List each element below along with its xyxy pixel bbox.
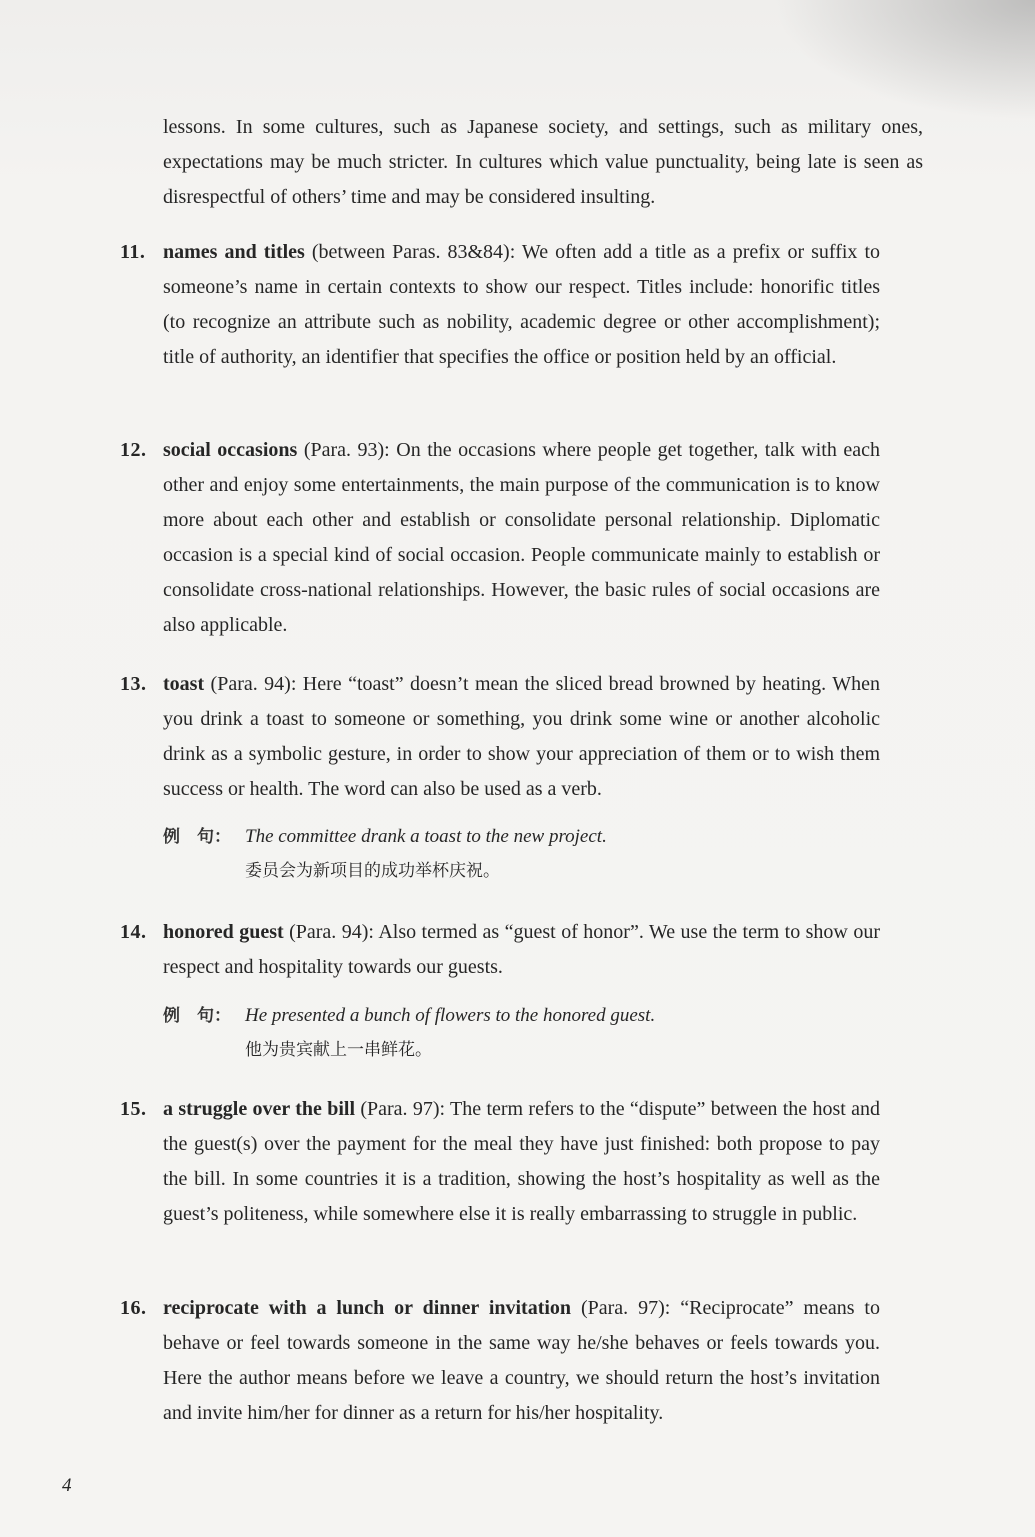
note-14	[120, 915, 923, 985]
note-term: toast	[163, 673, 205, 695]
page-number: 4	[62, 1475, 72, 1496]
example-chinese: 他为贵宾献上一串鲜花。	[245, 1040, 432, 1060]
note-16	[120, 1291, 923, 1431]
note-number: 11.	[120, 241, 146, 263]
note-term: honored guest	[163, 921, 284, 943]
note-body: (Para. 97): “Reciprocate” means to behave or feel towards someone in the same way he/she behaves or feels towards you. Here the author means before we leave a country, we should return the host’s invitation and invite him/her for dinner as a return for his/her hospitality.	[163, 1297, 880, 1424]
note-body: (Para. 94): Here “toast” doesn’t mean the sliced bread browned by heating. When you drink a toast to someone or something, you drink some wine or another alcoholic drink as a symbolic gesture, in order to show your appreciation of them or to wish them success or health. The word can also be used as a verb.	[163, 673, 881, 800]
note-number: 16.	[120, 1297, 147, 1319]
example-sentence-13	[163, 820, 923, 888]
note-number: 12.	[120, 439, 147, 461]
note-number: 14.	[120, 921, 147, 943]
note-body: (between Paras. 83&84): We often add a title as a prefix or suffix to someone’s name in certain contexts to show our respect. Titles include: honorific titles (to recognize an attribute such as nobility, academic degree or other accomplishment); title of authority, an identifier that specifies the office or position held by an official.	[163, 241, 881, 368]
note-number: 13.	[120, 673, 147, 695]
example-label: 例 句：	[163, 1006, 231, 1026]
note-body: (Para. 94): Also termed as “guest of honor”. We use the term to show our respect and hospitality towards our guests.	[163, 921, 880, 978]
note-number: 15.	[120, 1098, 147, 1120]
note-text	[163, 1291, 880, 1431]
example-chinese: 委员会为新项目的成功举杯庆祝。	[245, 861, 500, 881]
note-term: names and titles	[163, 241, 305, 263]
note-text	[163, 915, 880, 985]
note-15	[120, 1092, 923, 1232]
note-term: a struggle over the bill	[163, 1098, 356, 1120]
note-11	[120, 235, 923, 375]
note-text	[163, 667, 880, 807]
note-body: (Para. 93): On the occasions where people get together, talk with each other and enjoy some entertainments, the main purpose of the communication is to know more about each other and establish or consolidate personal relationship. Diplomatic occasion is a special kind of social occasion. People communicate mainly to establish or consolidate cross-national relationships. However, the basic rules of social occasions are also applicable.	[163, 439, 880, 636]
note-term: social occasions	[163, 439, 298, 461]
intro-paragraph: lessons. In some cultures, such as Japanese society, and settings, such as military ones, expectations may be much stricter. In cultures which value punctuality, being late is seen as disrespectful of others’ time and may be considered insulting.	[163, 116, 923, 208]
example-english: The committee drank a toast to the new project.	[245, 826, 607, 847]
example-label: 例 句：	[163, 827, 231, 847]
note-text	[163, 433, 880, 643]
note-text	[163, 235, 880, 375]
note-text	[163, 1092, 880, 1232]
note-term: reciprocate with a lunch or dinner invitation	[163, 1297, 572, 1319]
example-english: He presented a bunch of flowers to the honored guest.	[245, 1005, 656, 1026]
note-12	[120, 433, 923, 643]
note-body: (Para. 97): The term refers to the “dispute” between the host and the guest(s) over the payment for the meal they have just finished: both propose to pay the bill. In some countries it is a tradition, showing the host’s hospitality as well as the guest’s politeness, while somewhere else it is really embarrassing to struggle in public.	[163, 1098, 880, 1225]
example-sentence-14	[163, 999, 923, 1067]
note-13	[120, 667, 923, 807]
